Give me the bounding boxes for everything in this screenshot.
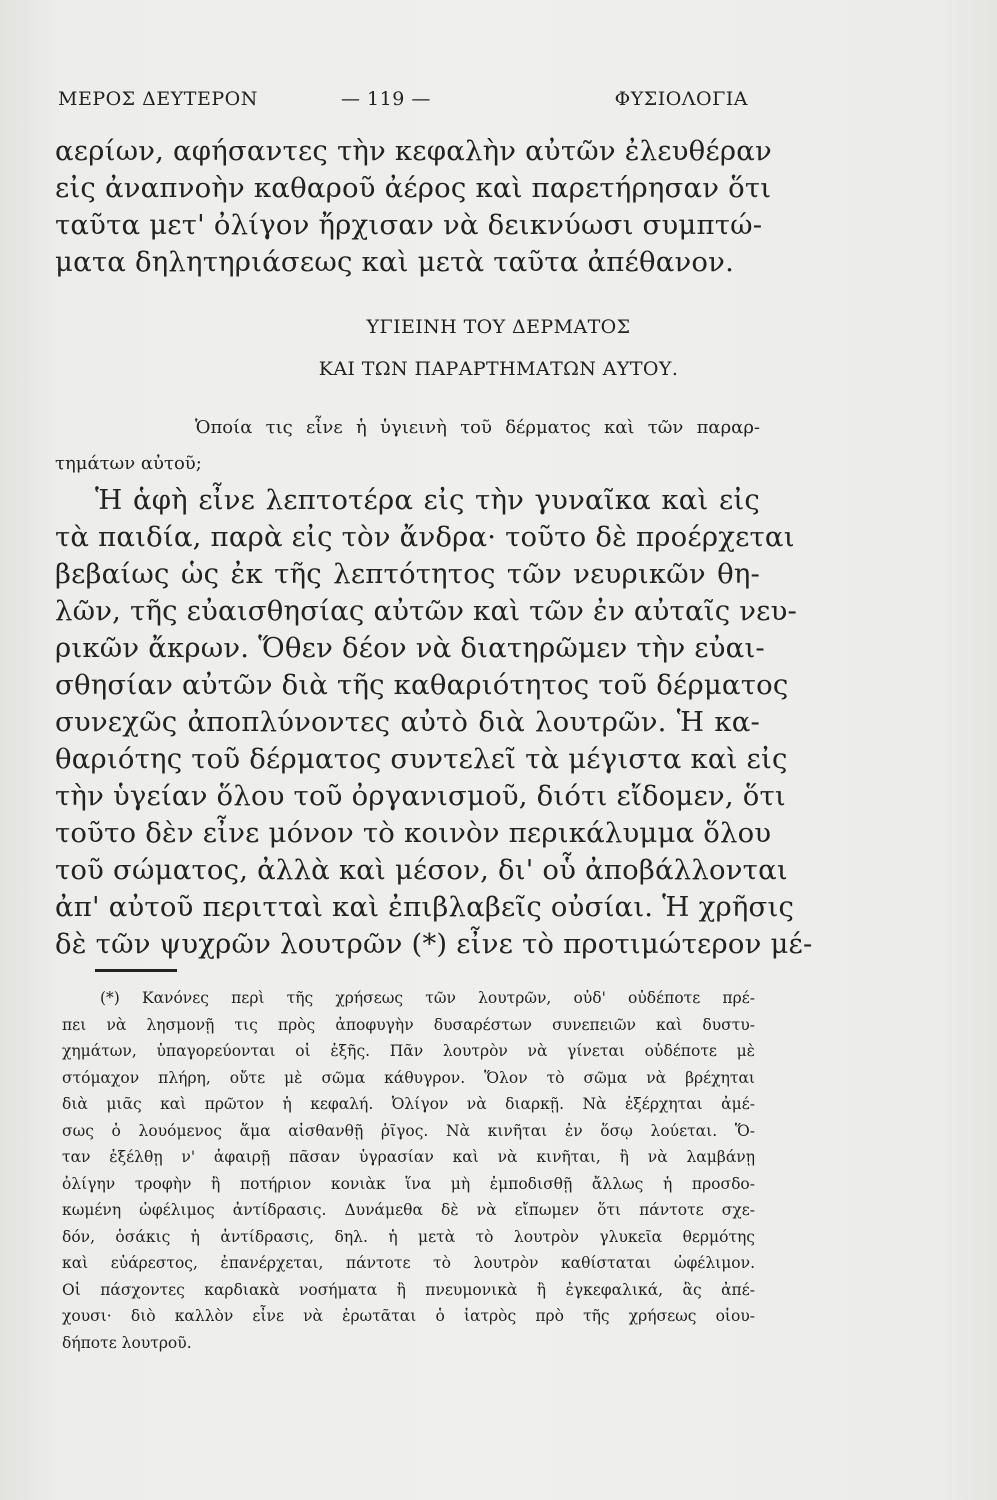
footnote-line: διὰ μιᾶς καὶ πρῶτον ἡ κεφαλή. Ὀλίγον νὰ διαρκῇ. Νὰ ἐξέρχηται ἀμέ-: [62, 1095, 755, 1113]
text-line: τὰ παιδία, παρὰ εἰς τὸν ἄνδρα· τοῦτο δὲ προέρχεται: [55, 521, 795, 553]
header-part-title: ΜΕΡΟΣ ΔΕΥΤΕΡΟΝ: [58, 88, 258, 110]
text-line: Ἡ ἁφὴ εἶνε λεπτοτέρα εἰς τὴν γυναῖκα καὶ εἰς: [95, 484, 760, 516]
text-line: τοῦτο δὲν εἶνε μόνον τὸ κοινὸν περικάλυμμα ὅλου: [55, 817, 772, 849]
footnote-line: σως ὁ λουόμενος ἅμα αἰσθανθῇ ῥῖγος. Νὰ κινῆται ἐν ὅσῳ λούεται. Ὅ-: [62, 1121, 755, 1140]
footnote-line: κωμένη ὠφέλιμος ἀντίδρασις. Δυνάμεθα δὲ νὰ εἴπωμεν ὅτι πάντοτε σχε-: [62, 1201, 755, 1219]
text-line: τοῦ σώματος, ἀλλὰ καὶ μέσον, δι' οὗ ἀποβάλλονται: [55, 854, 788, 886]
text-line: ρικῶν ἄκρων. Ὅθεν δέον νὰ διατηρῶμεν τὴν εὐαι-: [55, 632, 765, 664]
text-line: συνεχῶς ἀποπλύνοντες αὐτὸ διὰ λουτρῶν. Ἡ κα-: [55, 706, 760, 738]
text-line: λῶν, τῆς εὐαισθησίας αὐτῶν καὶ τῶν ἐν αὐταῖς νευ-: [55, 595, 798, 627]
header-chapter-title: ΦΥΣΙΟΛΟΓΙΑ: [614, 88, 748, 110]
footnote-line: (*) Κανόνες περὶ τῆς χρήσεως τῶν λουτρῶν, οὐδ' οὐδέποτε πρέ-: [100, 989, 755, 1007]
section-heading-line-1: ΥΓΙΕΙΝΗ ΤΟΥ ΔΕΡΜΑΤΟΣ: [366, 316, 631, 338]
text-line: εἰς ἀναπνοὴν καθαροῦ ἀέρος καὶ παρετήρησαν ὅτι: [55, 172, 772, 204]
footnote-line: στόμαχον πλήρη, οὔτε μὲ σῶμα κάθυγρον. Ὅλον τὸ σῶμα νὰ βρέχηται: [62, 1068, 755, 1087]
footnote-line: ταν ἐξέλθῃ ν' ἀφαιρῇ πᾶσαν ὑγρασίαν καὶ νὰ κινῆται, ἢ νὰ λαμβάνῃ: [62, 1148, 755, 1166]
text-line: ταῦτα μετ' ὀλίγον ἤρχισαν νὰ δεικνύωσι συμπτώ-: [55, 209, 763, 241]
footnote-line: χουσι· διὸ καλλὸν εἶνε νὰ ἐρωτᾶται ὁ ἰατρὸς πρὸ τῆς χρήσεως οἱου-: [62, 1307, 755, 1325]
page-number: — 119 —: [341, 88, 431, 110]
footnote-line: καὶ εὐάρεστος, ἐπανέρχεται, πάντοτε τὸ λουτρὸν καθίσταται ὠφέλιμον.: [62, 1254, 755, 1272]
text-line: αερίων, αφήσαντες τὴν κεφαλὴν αὐτῶν ἐλευθέραν: [55, 135, 772, 167]
text-line: ματα δηλητηριάσεως καὶ μετὰ ταῦτα ἀπέθανον.: [55, 246, 735, 278]
text-line: θαριότης τοῦ δέρματος συντελεῖ τὰ μέγιστα καὶ εἰς: [55, 743, 788, 775]
question-paragraph: [55, 410, 760, 482]
section-heading-line-2: ΚΑΙ ΤΩΝ ΠΑΡΑΡΤΗΜΑΤΩΝ ΑΥΤΟΥ.: [318, 358, 679, 380]
footnote-line: ὀλίγην τροφὴν ἢ ποτήριον κονιὰκ ἵνα μὴ ἐμποδισθῇ ἄλλως ἡ προσδο-: [62, 1174, 755, 1193]
text-line: σθησίαν αὐτῶν διὰ τῆς καθαριότητος τοῦ δέρματος: [55, 669, 789, 701]
footnote-line: χημάτων, ὑπαγορεύονται οἱ ἑξῆς. Πᾶν λουτρὸν νὰ γίνεται οὐδέποτε μὲ: [62, 1042, 755, 1060]
running-header: [58, 88, 748, 118]
footnote-divider: [95, 969, 177, 972]
text-line: δὲ τῶν ψυχρῶν λουτρῶν (*) εἶνε τὸ προτιμώτερον μέ-: [55, 928, 813, 960]
footnote: [62, 985, 755, 1356]
intro-paragraph: [55, 133, 772, 281]
text-line: τημάτων αὐτοῦ;: [55, 453, 202, 474]
answer-paragraph: [55, 482, 813, 963]
footnote-line: πει νὰ λησμονῇ τις πρὸς ἀποφυγὴν δυσαρέστων συνεπειῶν καὶ δυστυ-: [62, 1015, 755, 1034]
text-line: τὴν ὑγείαν ὅλου τοῦ ὀργανισμοῦ, διότι εἴδομεν, ὅτι: [55, 780, 786, 812]
text-line: Ὁποία τις εἶνε ἡ ὑγιεινὴ τοῦ δέρματος καὶ τῶν παραρ-: [195, 417, 760, 438]
footnote-line: δήποτε λουτροῦ.: [62, 1333, 192, 1352]
footnote-line: δόν, ὁσάκις ἡ ἀντίδρασις, δηλ. ἡ μετὰ τὸ λουτρὸν γλυκεῖα θερμότης: [62, 1227, 755, 1246]
text-line: ἀπ' αὐτοῦ περιτταὶ καὶ ἐπιβλαβεῖς οὐσίαι. Ἡ χρῆσις: [55, 891, 795, 923]
text-line: βεβαίως ὡς ἐκ τῆς λεπτότητος τῶν νευρικῶν θη-: [55, 558, 760, 590]
footnote-line: Οἱ πάσχοντες καρδιακὰ νοσήματα ἢ πνευμονικὰ ἢ ἐγκεφαλικά, ἃς ἀπέ-: [62, 1280, 755, 1299]
